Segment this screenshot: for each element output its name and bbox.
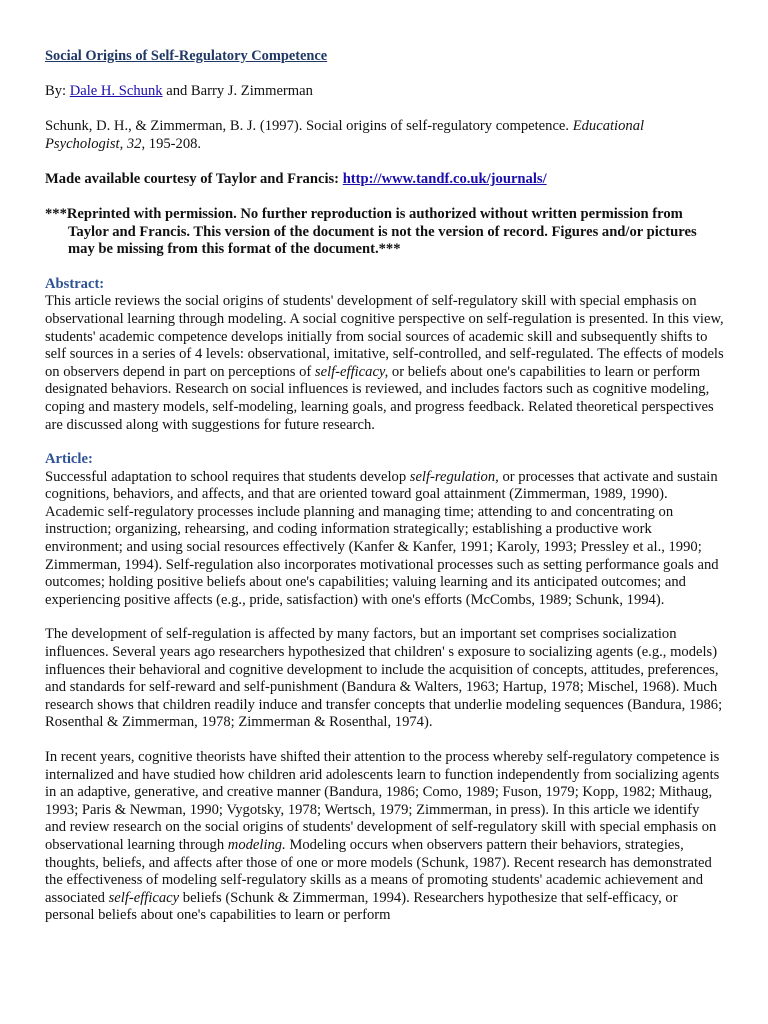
- p3-italic-2: self-efficacy: [108, 889, 180, 906]
- citation-text: Schunk, D. H., & Zimmerman, B. J. (1997). Social origins of self-regulatory competence.: [45, 118, 573, 135]
- document-title[interactable]: Social Origins of Self-Regulatory Competence: [45, 48, 328, 64]
- courtesy-label: Made available courtesy of Taylor and Francis:: [45, 171, 343, 188]
- p1-text-2: or processes that activate and sustain cognitions, behaviors, and affects, and that are oriented toward goal attainment (Zimmerman, 1989, 1990). Academic self-regulatory processes include planning and managing time; attending to and concentrating on instruction; organizing, rehearsing, and coding information strategically; establishing a productive work environment; and using social resources effectively (Kanfer & Kanfer, 1991; Karoly, 1993; Pressley et al., 1990; Zimmerman, 1994). Self-regulation also incorporates motivational processes such as setting performance goals and outcomes; holding positive beliefs about one's capabilities; valuing learning and its anticipated outcomes; and experiencing positive affects (e.g., pride, satisfaction) with one's efforts (McCombs, 1989; Schunk, 1994).: [45, 468, 719, 608]
- courtesy-line: [45, 171, 724, 189]
- citation-pages: , 195-208.: [141, 135, 202, 152]
- citation-journal: Educational Psychologist, 32: [45, 118, 645, 152]
- p3-italic-1: modeling.: [227, 836, 286, 853]
- abstract-heading: Abstract:: [45, 275, 105, 292]
- permission-notice: ***Reprinted with permission. No further reproduction is authorized without written permission from Taylor and Francis. This version of the document is not the version of record. Figures and/or pictures may be missing from this format of the document.***: [45, 205, 697, 258]
- author-link[interactable]: Dale H. Schunk: [69, 82, 163, 99]
- byline-coauthor: and Barry J. Zimmerman: [162, 82, 313, 99]
- publisher-link[interactable]: http://www.tandf.co.uk/journals/: [342, 171, 547, 188]
- p3-text-1: In recent years, cognitive theorists have shifted their attention to the process whereby self-regulatory competence is internalized and have studied how children arid adolescents learn to function independently from socializing agents in an adaptive, generative, and creative manner (Bandura, 1986; Como, 1989; Fuson, 1979; Kopp, 1982; Mithaug, 1993; Paris & Newman, 1990; Vygotsky, 1978; Wertsch, 1979; Zimmerman, in press). In this article we identify and review research on the social origins of students' development of self-regulatory skill with special emphasis on observational learning through: [45, 749, 720, 853]
- article-heading: Article:: [45, 451, 93, 468]
- citation: [45, 118, 724, 153]
- article-paragraph-3: [45, 749, 724, 925]
- byline: [45, 83, 724, 101]
- abstract-text-1: This article reviews the social origins of students' development of self-regulatory skill with special emphasis on observational learning through modeling. A social cognitive perspective on self-regulation is presented. In this view, students' academic competence develops initially from social sources of academic skill and subsequently shifts to self sources in a series of 4 levels: observational, imitative, self-controlled, and self-regulated. The effects of models on observers depend in part on perceptions of: [45, 293, 724, 380]
- byline-prefix: By:: [45, 82, 70, 99]
- article-paragraph-1: [45, 469, 724, 610]
- abstract-text-2: or beliefs about one's capabilities to learn or perform designated behaviors. Research on social influences is reviewed, and includes factors such as cognitive modeling, coping and mastery models, self-modeling, learning goals, and progress feedback. Related theoretical perspectives are discussed along with suggestions for future research.: [45, 363, 714, 433]
- abstract-italic: self-efficacy,: [314, 363, 389, 380]
- p1-italic: self-regulation,: [409, 468, 499, 485]
- p3-text-3: beliefs (Schunk & Zimmerman, 1994). Researchers hypothesize that self-efficacy, or personal beliefs about one's capabilities to learn or perform: [45, 889, 678, 924]
- article-paragraph-2: The development of self-regulation is affected by many factors, but an important set comprises socialization influences. Several years ago researchers hypothesized that children' s exposure to socializing agents (e.g., models) influences their behavioral and cognitive development to include the acquisition of concepts, attitudes, preferences, and standards for self-reward and self-punishment (Bandura & Walters, 1963; Hartup, 1978; Mischel, 1968). Much research shows that children readily induce and transfer concepts that underlie modeling sequences (Bandura, 1986; Rosenthal & Zimmerman, 1978; Zimmerman & Rosenthal, 1974).: [45, 626, 723, 731]
- abstract-paragraph: [45, 293, 724, 434]
- p3-text-2: Modeling occurs when observers pattern their behaviors, strategies, thoughts, beliefs, and affects after those of one or more models (Schunk, 1987). Recent research has demonstrated the effectiveness of modeling self-regulatory skills as a means of promoting students' academic achievement and associated: [45, 836, 712, 906]
- p1-text-1: Successful adaptation to school requires that students develop: [45, 468, 410, 485]
